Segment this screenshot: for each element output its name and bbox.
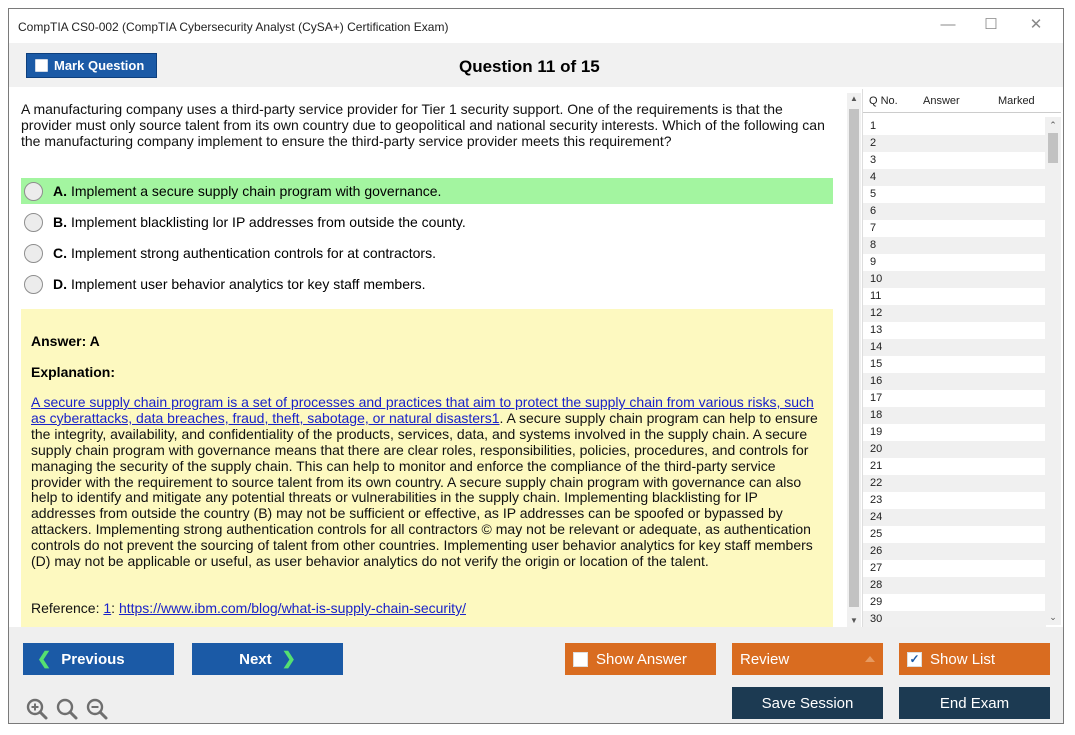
scroll-down-icon[interactable]: ▼ [850, 616, 858, 625]
question-list-row[interactable]: 1 [870, 120, 877, 132]
reference-line [31, 600, 466, 616]
question-list-row[interactable]: 12 [863, 305, 1046, 322]
question-list-row[interactable]: 14 [863, 339, 1046, 356]
option-text: Implement strong authentication controls for at contractors. [71, 245, 436, 261]
question-list-row[interactable]: 26 [863, 543, 1046, 560]
header-marked[interactable]: Marked [998, 95, 1035, 107]
question-list-row[interactable]: 11 [870, 290, 882, 302]
explanation-label: Explanation: [31, 364, 116, 380]
caret-up-icon [865, 656, 875, 662]
window-title: CompTIA CS0-002 (CompTIA Cybersecurity Analyst (CySA+) Certification Exam) [18, 20, 449, 34]
question-list-row[interactable]: 6 [863, 203, 1046, 220]
question-list-panel [862, 89, 1061, 627]
chevron-right-icon: ❯ [281, 649, 296, 668]
answer-label: Answer: A [31, 333, 100, 349]
question-text: A manufacturing company uses a third-party service provider for Tier 1 security support. One of the requirements is that the provider must only source talent from its own country due to geopolitical and national security interests. Which of the following can the manufacturing company implement to ensure the third-party service provider meets this requirement? [21, 101, 825, 149]
content-scrollbar[interactable] [847, 93, 861, 627]
question-list-row[interactable]: 30 [863, 611, 1046, 628]
question-list-row[interactable]: 7 [870, 222, 877, 234]
close-button[interactable]: ✕ [1029, 16, 1043, 33]
question-list-row[interactable]: 28 [863, 577, 1046, 594]
question-list-row[interactable]: 15 [870, 358, 883, 370]
zoom-in-icon[interactable] [25, 697, 49, 721]
show-list-button[interactable] [899, 643, 1050, 675]
mark-question-button[interactable] [26, 53, 157, 78]
option-key: B. [53, 214, 67, 230]
question-list-row[interactable]: 18 [863, 407, 1046, 424]
question-list-row[interactable]: 25 [870, 528, 883, 540]
navigation-bar [9, 627, 1063, 724]
explanation-text [31, 395, 823, 570]
option-text: Implement user behavior analytics tor key staff members. [71, 276, 426, 292]
reference-url-link[interactable]: https://www.ibm.com/blog/what-is-supply-chain-security/ [118, 600, 466, 616]
option-key: A. [53, 183, 67, 199]
show-list-checkbox-icon[interactable]: ✓ [907, 652, 922, 667]
header-qno[interactable]: Q No. [869, 95, 898, 107]
next-label: Next [239, 650, 272, 668]
explanation-body: . A secure supply chain program can help to ensure the integrity, availability, and confidentiality of the products, services, data, and systems involved in the supply chain. A secure supply chain program with governance means that there are clear roles, responsibilities, policies, procedures, and controls for managing the security of the supply chain. This can help to monitor and enforce the compliance of the third-party service provider with the requirement to source talent from its own country. A secure supply chain program with governance can also help to identify and mitigate any potential threats or vulnerabilities in the supply chain. Implementing blacklisting for IP addresses from outside the country (B) may not be sufficient or effective, as IP addresses can be spoofed or bypassed by attackers. Implementing strong authentication controls for all contractors © may not be relevant or adequate, as authentication controls do not prevent the sourcing of talent from other countries. Implementing user behavior analytics for key staff members (D) may not be applicable or useful, as user behavior analytics do not verify the origin or location of the talent. [31, 409, 818, 570]
question-list-row[interactable]: 24 [863, 509, 1046, 526]
option-a[interactable] [21, 178, 833, 204]
question-list-row[interactable]: 2 [863, 135, 1046, 152]
question-list-row[interactable]: 3 [870, 154, 877, 166]
previous-button[interactable] [23, 643, 174, 675]
show-answer-button[interactable] [565, 643, 716, 675]
minimize-button[interactable]: — [940, 16, 956, 33]
question-list-row[interactable]: 9 [870, 256, 877, 268]
previous-label: Previous [61, 650, 125, 668]
scroll-thumb[interactable] [849, 109, 859, 607]
question-list-row[interactable]: 8 [863, 237, 1046, 254]
show-answer-checkbox-icon[interactable] [573, 652, 588, 667]
question-list-row[interactable]: 19 [870, 426, 883, 438]
next-button[interactable] [192, 643, 343, 675]
app-window [8, 8, 1064, 724]
radio-c[interactable] [24, 244, 43, 263]
question-panel [9, 87, 847, 627]
title-bar [9, 9, 1063, 43]
radio-a[interactable] [24, 182, 43, 201]
reference-number-link[interactable]: 1 [103, 600, 112, 616]
mark-checkbox-icon [35, 59, 48, 72]
question-list-rows [863, 118, 1046, 628]
zoom-out-icon[interactable] [85, 697, 109, 721]
question-list-scrollbar[interactable] [1045, 117, 1061, 625]
header-answer[interactable]: Answer [923, 95, 960, 107]
list-scroll-thumb[interactable] [1048, 133, 1058, 163]
option-text: Implement blacklisting lor IP addresses from outside the county. [71, 214, 466, 230]
question-header [9, 43, 1063, 87]
question-list-row[interactable]: 4 [863, 169, 1046, 186]
list-scroll-up-icon[interactable]: ⌃ [1049, 120, 1057, 130]
question-list-row[interactable]: 21 [870, 460, 883, 472]
explanation-link[interactable]: A secure supply chain program is a set of processes and practices that aim to protect the supply chain from various risks, such as cyberattacks, data breaches, fraud, theft, sabotage, or natural disasters1 [31, 394, 814, 426]
show-list-label: Show List [930, 650, 996, 668]
reference-separator: : [111, 600, 119, 616]
answer-explanation-box [21, 309, 833, 627]
question-list-row[interactable]: 20 [863, 441, 1046, 458]
option-text: Implement a secure supply chain program with governance. [71, 183, 442, 199]
question-list-row[interactable]: 5 [870, 188, 877, 200]
question-list-row[interactable]: 10 [863, 271, 1046, 288]
maximize-button[interactable]: ☐ [984, 16, 998, 33]
question-list-row[interactable]: 22 [863, 475, 1046, 492]
question-number-title: Question 11 of 15 [459, 57, 600, 76]
reference-label: Reference: [31, 600, 104, 616]
question-list-header [863, 89, 1061, 113]
show-answer-label: Show Answer [596, 650, 687, 668]
chevron-left-icon: ❮ [37, 649, 52, 668]
end-exam-button[interactable]: End Exam [899, 687, 1050, 719]
radio-b[interactable] [24, 213, 43, 232]
scroll-up-icon[interactable]: ▲ [850, 94, 858, 103]
option-key: C. [53, 245, 67, 261]
question-list-row[interactable]: 17 [870, 392, 883, 404]
option-key: D. [53, 276, 67, 292]
question-list-row[interactable]: 29 [870, 596, 883, 608]
option-b[interactable] [21, 209, 833, 235]
question-list-row[interactable]: 13 [870, 324, 883, 336]
option-c[interactable] [21, 240, 833, 266]
question-list-row[interactable]: 23 [870, 494, 883, 506]
review-label: Review [740, 650, 790, 668]
save-session-button[interactable]: Save Session [732, 687, 883, 719]
list-scroll-down-icon[interactable]: ⌄ [1049, 612, 1057, 622]
option-d[interactable] [21, 271, 833, 297]
review-dropdown-button[interactable] [732, 643, 883, 675]
zoom-reset-icon[interactable] [55, 697, 79, 721]
mark-question-label: Mark Question [54, 58, 145, 73]
question-list-row[interactable]: 16 [863, 373, 1046, 390]
radio-d[interactable] [24, 275, 43, 294]
question-list-row[interactable]: 27 [870, 562, 883, 574]
